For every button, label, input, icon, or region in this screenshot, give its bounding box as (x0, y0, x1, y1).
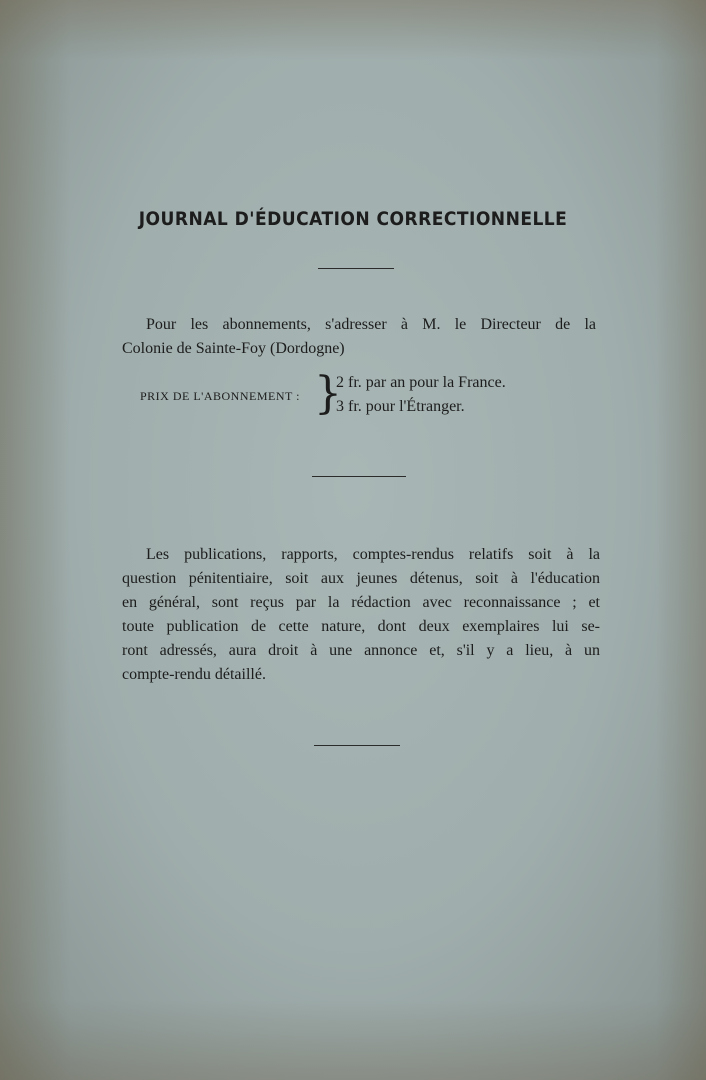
divider-rule (318, 268, 394, 269)
subscription-line: Pour les abonnements, s'adresser à M. le Directeur de la (146, 316, 596, 333)
publications-line: question pénitentiaire, soit aux jeunes détenus, soit à l'éducation (122, 570, 600, 587)
publications-line: en général, sont reçus par la rédaction avec reconnaissance ; et (122, 594, 600, 611)
publications-line: compte-rendu détaillé. (122, 666, 266, 683)
subscription-line: Colonie de Sainte-Foy (Dordogne) (122, 340, 345, 357)
publications-line: toute publication de cette nature, dont deux exemplaires lui se- (122, 618, 600, 635)
publications-line: Les publications, rapports, comptes-rendus relatifs soit à la (146, 546, 600, 563)
subscription-paragraph (122, 313, 596, 361)
price-label: PRIX DE L'ABONNEMENT : (140, 389, 300, 403)
divider-rule (312, 476, 406, 477)
paper-stain (0, 0, 706, 60)
price-france: 2 fr. par an pour la France. (336, 374, 506, 391)
price-foreign: 3 fr. pour l'Étranger. (336, 398, 465, 415)
publications-paragraph (122, 543, 600, 687)
journal-title: JOURNAL D'ÉDUCATION CORRECTIONNELLE (138, 208, 568, 230)
publications-line: ront adressés, aura droit à une annonce et, s'il y a lieu, à un (122, 642, 600, 659)
paper-stain (0, 0, 70, 1080)
divider-rule (314, 745, 400, 746)
paper-stain (656, 0, 706, 1080)
paper-stain (0, 1000, 706, 1080)
brace-glyph: } (314, 368, 342, 419)
